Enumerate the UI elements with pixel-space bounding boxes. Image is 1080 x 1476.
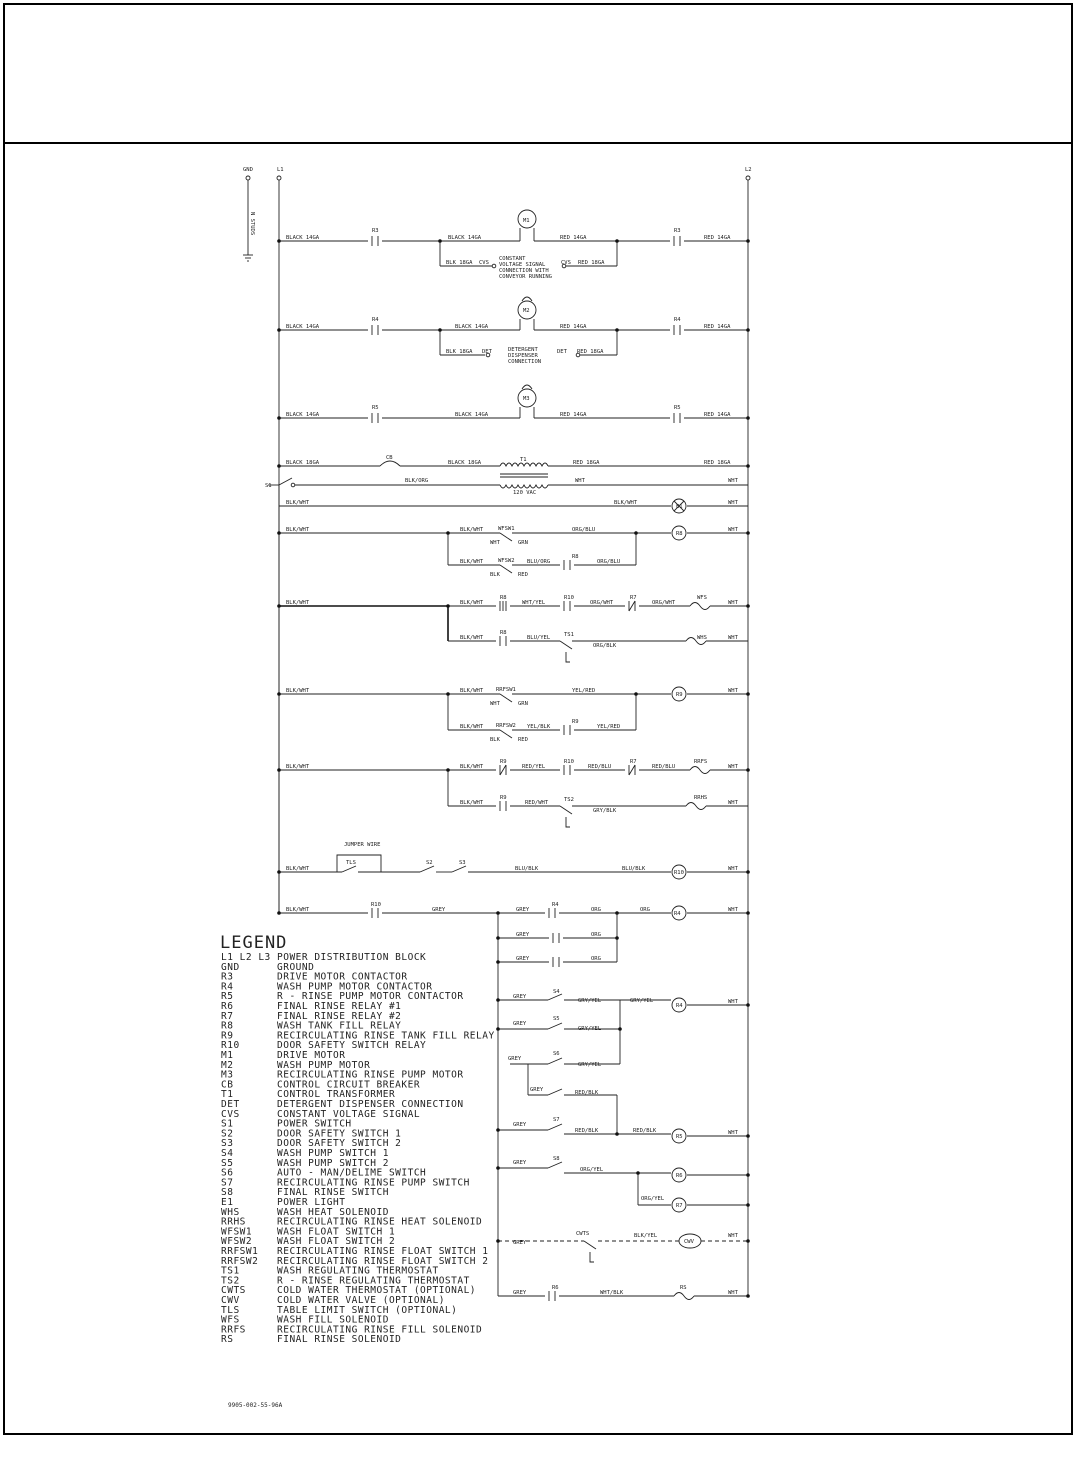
- legend-description: CONTROL TRANSFORMER: [277, 1089, 396, 1101]
- legend-description: DETERGENT DISPENSER CONNECTION: [277, 1099, 464, 1110]
- wire-label: WHT/BLK: [600, 1290, 624, 1296]
- cvs-note-line: VOLTAGE SIGNAL: [499, 262, 546, 268]
- wire-label: BLU/BLK: [515, 866, 539, 872]
- wire-label: YEL/RED: [597, 724, 621, 730]
- wire-label: WHT: [728, 688, 738, 694]
- det-note-line: DISPENSER: [508, 353, 538, 359]
- wire-label: BLK/WHT: [460, 559, 484, 565]
- wire-label: RED/BLK: [633, 1128, 657, 1134]
- wire-label: WHT: [490, 540, 500, 546]
- r9-contact-label: R9: [500, 795, 507, 801]
- wire-label: WHT: [728, 635, 738, 641]
- legend-description: WASH PUMP MOTOR CONTACTOR: [277, 981, 433, 993]
- det-note-line: DETERGENT: [508, 347, 538, 353]
- legend-code: RRFSW1: [221, 1246, 259, 1257]
- wire-label: BLK: [490, 737, 500, 743]
- wire-label: ORG: [591, 932, 601, 938]
- wire-label: BLK/WHT: [614, 500, 638, 506]
- legend-description: COLD WATER THERMOSTAT (OPTIONAL): [277, 1285, 477, 1297]
- s5-label: S5: [553, 1016, 560, 1022]
- legend-description: RECIRCULATING RINSE FLOAT SWITCH 1: [277, 1246, 489, 1257]
- rail-labels: [243, 167, 752, 235]
- r6-contact-label: R6: [552, 1285, 559, 1291]
- legend-code: M2: [221, 1059, 234, 1071]
- legend-description: TABLE LIMIT SWITCH (OPTIONAL): [277, 1304, 458, 1316]
- l1-terminal: [277, 176, 281, 180]
- m3-label: M3: [523, 396, 530, 402]
- legend-description: R - RINSE REGULATING THERMOSTAT: [277, 1275, 470, 1287]
- cvs-note-line: CONNECTION WITH: [499, 268, 549, 274]
- wire-label: ORG/WHT: [590, 600, 614, 606]
- legend-rows: [221, 952, 495, 1345]
- legend-code: CWV: [221, 1295, 240, 1306]
- wire-label: BLK/ORG: [405, 478, 429, 484]
- r4-label: R4: [674, 317, 681, 323]
- r8-contact-label: R8: [500, 595, 507, 601]
- rrfsw1-label: RRFSW1: [496, 687, 516, 693]
- legend-description: WASH FLOAT SWITCH 1: [277, 1226, 396, 1238]
- s2-label: S2: [426, 860, 433, 866]
- legend-code: WHS: [221, 1206, 240, 1218]
- r4-label: R4: [372, 317, 379, 323]
- r10-contact-label: R10: [564, 595, 574, 601]
- r4-label: R4: [674, 911, 681, 917]
- cvs-note-line: CONVEYOR RUNNING: [499, 274, 552, 280]
- wire-label: BLK/WHT: [286, 527, 310, 533]
- legend-description: RECIRCULATING RINSE FLOAT SWITCH 2: [277, 1255, 489, 1267]
- r4-coil-label: R4: [676, 1003, 683, 1009]
- legend-description: RECIRCULATING RINSE TANK FILL RELAY: [277, 1030, 495, 1042]
- wire-label: RED/BLK: [575, 1128, 599, 1134]
- wire-label: BLACK 14GA: [286, 324, 320, 330]
- wfsw2-label: WFSW2: [498, 558, 515, 564]
- wire-label: BLK/WHT: [460, 724, 484, 730]
- legend-code: RRHS: [221, 1216, 246, 1228]
- legend-description: WASH PUMP SWITCH 1: [277, 1148, 389, 1159]
- legend-description: GROUND: [277, 961, 315, 973]
- wire-label: BLK/WHT: [460, 800, 484, 806]
- legend-code: DET: [221, 1099, 240, 1110]
- wfsw1-label: WFSW1: [498, 526, 515, 532]
- legend-code: S7: [221, 1177, 234, 1189]
- legend-code: R10: [221, 1040, 240, 1052]
- legend: [220, 933, 495, 1345]
- wire-label: WHT: [728, 907, 738, 913]
- wire-label: GREY: [513, 1290, 527, 1296]
- wire-label: ORG/YEL: [641, 1196, 665, 1202]
- r9-contact-label: R9: [572, 719, 579, 725]
- wire-label: GRY/YEL: [578, 998, 602, 1004]
- r10-contact-label: R10: [564, 759, 574, 765]
- wire-label: GRY/BLK: [593, 808, 617, 814]
- l1-label: L1: [277, 167, 284, 173]
- wire-label: RED/YEL: [522, 764, 546, 770]
- r5-label: R5: [674, 405, 681, 411]
- wire-label: BLK: [490, 572, 500, 578]
- legend-code: S5: [221, 1157, 234, 1169]
- legend-code: M1: [221, 1050, 234, 1061]
- cwv-label: CWV: [684, 1239, 694, 1245]
- tls-label: TLS: [346, 860, 356, 866]
- legend-description: POWER LIGHT: [277, 1197, 346, 1208]
- wire-label: GRY/YEL: [578, 1026, 602, 1032]
- gnd-terminal: [246, 176, 250, 180]
- legend-description: R - RINSE PUMP MOTOR CONTACTOR: [277, 991, 464, 1003]
- wire-label: BLK 18GA: [446, 349, 473, 355]
- legend-code: R5: [221, 991, 234, 1003]
- r9-label: R9: [676, 692, 683, 698]
- wire-label: WHT: [728, 500, 738, 506]
- drawing-number: 9905-002-55-96A: [228, 1402, 283, 1409]
- r5-coil-label: R5: [676, 1134, 683, 1140]
- legend-description: FINAL RINSE SOLENOID: [277, 1334, 402, 1346]
- wire-label: WHT: [575, 478, 585, 484]
- legend-code: TS1: [221, 1265, 240, 1277]
- wire-label: WHT: [728, 527, 738, 533]
- r10-label: R10: [674, 870, 684, 876]
- r5-label: R5: [372, 405, 379, 411]
- ts1-label: TS1: [564, 632, 574, 638]
- legend-description: RECIRCULATING RINSE PUMP MOTOR: [277, 1069, 464, 1081]
- wire-label: RED 14GA: [560, 235, 587, 241]
- legend-description: DRIVE MOTOR CONTACTOR: [277, 971, 408, 983]
- s4-label: S4: [553, 989, 560, 995]
- legend-code: S2: [221, 1128, 234, 1140]
- legend-description: WASH FLOAT SWITCH 2: [277, 1236, 396, 1248]
- rrfs-solenoid: [690, 767, 710, 774]
- rrfsw2-label: RRFSW2: [496, 723, 516, 729]
- legend-code: CB: [221, 1079, 234, 1091]
- legend-code: WFSW2: [221, 1236, 253, 1248]
- wire-label: BLK 18GA: [446, 260, 473, 266]
- wire-label: BLACK 14GA: [286, 235, 320, 241]
- gnd-label: GND: [243, 167, 253, 173]
- wire-label: ORG/BLU: [572, 527, 596, 533]
- wire-label: GRY/YEL: [578, 1062, 602, 1068]
- whs-label: WHS: [697, 635, 707, 641]
- r3-label: R3: [372, 228, 379, 234]
- wire-label: BLU/BLK: [622, 866, 646, 872]
- legend-code: M3: [221, 1069, 234, 1081]
- cvs-note-line: CONSTANT: [499, 256, 526, 262]
- rrfs-label: RRFS: [694, 759, 708, 765]
- legend-description: DOOR SAFETY SWITCH 2: [277, 1138, 402, 1150]
- r7-contact-label: R7: [630, 595, 637, 601]
- wire-label: RED/WHT: [525, 800, 549, 806]
- r8-contact-label: R8: [500, 630, 507, 636]
- legend-description: COLD WATER VALVE (OPTIONAL): [277, 1295, 445, 1306]
- wire-label: BLK/YEL: [634, 1233, 658, 1239]
- wire-label: ORG: [591, 956, 601, 962]
- r7-coil-label: R7: [676, 1203, 683, 1209]
- legend-code: CWTS: [221, 1285, 246, 1297]
- det-note-line: CONNECTION: [508, 359, 542, 365]
- r10-contact-label: R10: [371, 902, 381, 908]
- wire-label: WHT: [728, 999, 738, 1005]
- t1-primary: [500, 463, 548, 466]
- transformer-row: [277, 455, 750, 496]
- legend-code: WFS: [221, 1314, 240, 1326]
- legend-code: L1 L2 L3: [221, 952, 271, 963]
- legend-description: POWER DISTRIBUTION BLOCK: [277, 952, 427, 963]
- rs-label: RS: [680, 1285, 687, 1291]
- ground-note: N STUDS: [249, 212, 255, 236]
- legend-description: RECIRCULATING RINSE FILL SOLENOID: [277, 1324, 483, 1336]
- legend-code: TLS: [221, 1304, 240, 1316]
- legend-code: RRFS: [221, 1324, 246, 1336]
- wire-label: BLACK 14GA: [448, 235, 482, 241]
- wire-label: BLU/YEL: [527, 635, 551, 641]
- wire-label: BLK/WHT: [286, 688, 310, 694]
- legend-code: E1: [221, 1197, 234, 1208]
- wire-label: RED 18GA: [578, 260, 605, 266]
- l2-label: L2: [745, 167, 752, 173]
- legend-code: CVS: [221, 1108, 240, 1120]
- wire-label: RED 14GA: [704, 235, 731, 241]
- legend-description: CONSTANT VOLTAGE SIGNAL: [277, 1108, 421, 1120]
- cvs-label: CVS: [479, 260, 489, 266]
- wire-label: BLK/WHT: [286, 764, 310, 770]
- t1-secondary: [500, 485, 548, 488]
- jumper-label: JUMPER WIRE: [344, 842, 381, 848]
- wire-label: BLK/WHT: [286, 500, 310, 506]
- wire-label: WHT: [728, 1130, 738, 1136]
- rinse-pump-row: [277, 385, 750, 423]
- m1-label: M1: [523, 218, 530, 224]
- legend-description: DOOR SAFETY SWITCH 1: [277, 1128, 402, 1140]
- wire-label: RED/BLK: [575, 1090, 599, 1096]
- cvs-label: CVS: [561, 260, 571, 266]
- drive-motor-row: [277, 210, 750, 280]
- wire-label: YEL/BLK: [527, 724, 551, 730]
- legend-code: S3: [221, 1138, 234, 1150]
- wire-label: RED 18GA: [573, 460, 600, 466]
- r4-contact-label: R4: [552, 902, 559, 908]
- wire-label: RED 18GA: [704, 460, 731, 466]
- wire-label: WHT: [728, 1290, 738, 1296]
- wfs-label: WFS: [697, 595, 707, 601]
- r6-coil-label: R6: [676, 1173, 683, 1179]
- legend-description: WASH REGULATING THERMOSTAT: [277, 1265, 439, 1277]
- wire-label: RED 14GA: [704, 324, 731, 330]
- wire-label: WHT/YEL: [522, 600, 546, 606]
- wire-label: GREY: [513, 1240, 527, 1246]
- legend-description: FINAL RINSE SWITCH: [277, 1187, 389, 1199]
- wire-label: BLK/WHT: [286, 600, 310, 606]
- legend-description: POWER SWITCH: [277, 1118, 352, 1130]
- legend-description: DRIVE MOTOR: [277, 1050, 346, 1061]
- wire-label: YEL/RED: [572, 688, 596, 694]
- wire-label: GREY: [513, 1160, 527, 1166]
- legend-description: WASH HEAT SOLENOID: [277, 1206, 389, 1218]
- wire-label: GREY: [516, 956, 530, 962]
- legend-code: R9: [221, 1030, 234, 1042]
- legend-code: R3: [221, 971, 234, 983]
- s1-label: S1: [265, 483, 272, 489]
- wire-label: WHT: [728, 478, 738, 484]
- wire-label: GREY: [432, 907, 446, 913]
- wire-label: BLK/WHT: [460, 688, 484, 694]
- wire-label: WHT: [728, 764, 738, 770]
- wire-label: RED 18GA: [577, 349, 604, 355]
- wire-label: WHT: [728, 1233, 738, 1239]
- legend-code: T1: [221, 1089, 234, 1101]
- wire-label: WHT: [728, 866, 738, 872]
- wire-label: BLK/WHT: [460, 635, 484, 641]
- r3-label: R3: [674, 228, 681, 234]
- s6-label: S6: [553, 1051, 560, 1057]
- rs-solenoid: [674, 1293, 694, 1300]
- wire-label: WHT: [728, 800, 738, 806]
- wire-label: WHT: [490, 701, 500, 707]
- rrhs-solenoid: [686, 803, 706, 810]
- wire-label: GRN: [518, 540, 528, 546]
- wire-label: ORG: [591, 907, 601, 913]
- l2-terminal: [746, 176, 750, 180]
- ts2-label: TS2: [564, 797, 574, 803]
- wire-label: ORG/BLK: [593, 643, 617, 649]
- legend-title: LEGEND: [220, 933, 288, 953]
- legend-code: TS2: [221, 1275, 240, 1287]
- wire-label: GREY: [508, 1056, 522, 1062]
- s8-label: S8: [553, 1156, 560, 1162]
- wire-label: GREY: [516, 907, 530, 913]
- m2-label: M2: [523, 308, 530, 314]
- wire-label: RED 14GA: [560, 324, 587, 330]
- legend-description: WASH PUMP MOTOR: [277, 1059, 371, 1071]
- wire-label: GREY: [513, 994, 527, 1000]
- r9-contact-label: R9: [500, 759, 507, 765]
- jumper-wire: [337, 855, 381, 872]
- legend-code: S1: [221, 1118, 234, 1130]
- wire-label: GREY: [516, 932, 530, 938]
- wire-label: RED: [518, 737, 528, 743]
- wire-label: GRN: [518, 701, 528, 707]
- legend-code: S4: [221, 1148, 234, 1159]
- wire-label: GREY: [530, 1087, 544, 1093]
- cwts-label: CWTS: [576, 1231, 590, 1237]
- det-label: DET: [557, 349, 567, 355]
- wire-label: BLACK 14GA: [286, 412, 320, 418]
- s3-label: S3: [459, 860, 466, 866]
- r8-contact-label: R8: [572, 554, 579, 560]
- wire-label: BLACK 14GA: [455, 324, 489, 330]
- r8-label: R8: [676, 531, 683, 537]
- legend-code: GND: [221, 961, 240, 973]
- wire-label: RED 14GA: [560, 412, 587, 418]
- wire-label: BLACK 14GA: [455, 412, 489, 418]
- legend-code: S8: [221, 1187, 234, 1199]
- legend-code: WFSW1: [221, 1226, 253, 1238]
- legend-code: R6: [221, 1001, 234, 1012]
- legend-code: R7: [221, 1010, 234, 1022]
- wire-label: GREY: [513, 1122, 527, 1128]
- wire-label: ORG/WHT: [652, 600, 676, 606]
- wash-pump-row: [277, 297, 750, 365]
- wire-label: BLK/WHT: [286, 866, 310, 872]
- r7-contact-label: R7: [630, 759, 637, 765]
- wire-label: ORG/YEL: [580, 1167, 604, 1173]
- legend-description: CONTROL CIRCUIT BREAKER: [277, 1079, 421, 1091]
- legend-code: R8: [221, 1020, 234, 1032]
- legend-description: AUTO - MAN/DELIME SWITCH: [277, 1167, 427, 1179]
- wire-label: BLK/WHT: [460, 527, 484, 533]
- wire-label: ORG/BLU: [597, 559, 621, 565]
- cb-breaker: [380, 461, 400, 466]
- legend-code: R4: [221, 981, 234, 993]
- wire-label: BLK/WHT: [460, 764, 484, 770]
- t1-label: T1: [520, 457, 527, 463]
- legend-description: WASH TANK FILL RELAY: [277, 1020, 402, 1032]
- legend-description: FINAL RINSE RELAY #1: [277, 1001, 402, 1012]
- wire-label: RED: [518, 572, 528, 578]
- legend-description: RECIRCULATING RINSE HEAT SOLENOID: [277, 1216, 483, 1228]
- wire-label: RED 14GA: [704, 412, 731, 418]
- wfs-solenoid: [690, 603, 710, 610]
- cb-label: CB: [386, 455, 393, 461]
- legend-description: FINAL RINSE RELAY #2: [277, 1010, 402, 1022]
- wire-label: GREY: [513, 1021, 527, 1027]
- wire-label: BLU/ORG: [527, 559, 551, 565]
- legend-code: RS: [221, 1334, 234, 1346]
- wire-label: WHT: [728, 600, 738, 606]
- wire-label: GRY/YEL: [630, 998, 654, 1004]
- legend-description: RECIRCULATING RINSE PUMP SWITCH: [277, 1177, 470, 1189]
- wire-label: BLACK 18GA: [448, 460, 482, 466]
- legend-code: RRFSW2: [221, 1255, 259, 1267]
- legend-description: DOOR SAFETY SWITCH RELAY: [277, 1040, 427, 1052]
- wire-label: RED/BLU: [588, 764, 612, 770]
- voltage-label: 120 VAC: [513, 490, 537, 496]
- legend-code: S6: [221, 1167, 234, 1179]
- wire-label: RED/BLU: [652, 764, 676, 770]
- det-label: DET: [482, 349, 492, 355]
- legend-description: WASH FILL SOLENOID: [277, 1314, 389, 1326]
- wire-label: ORG: [640, 907, 650, 913]
- legend-description: WASH PUMP SWITCH 2: [277, 1157, 389, 1169]
- e1-label: E1: [676, 504, 683, 510]
- rrhs-label: RRHS: [694, 795, 708, 801]
- wire-label: BLK/WHT: [286, 907, 310, 913]
- s7-label: S7: [553, 1117, 560, 1123]
- wire-label: BLK/WHT: [460, 600, 484, 606]
- wire-label: BLACK 18GA: [286, 460, 320, 466]
